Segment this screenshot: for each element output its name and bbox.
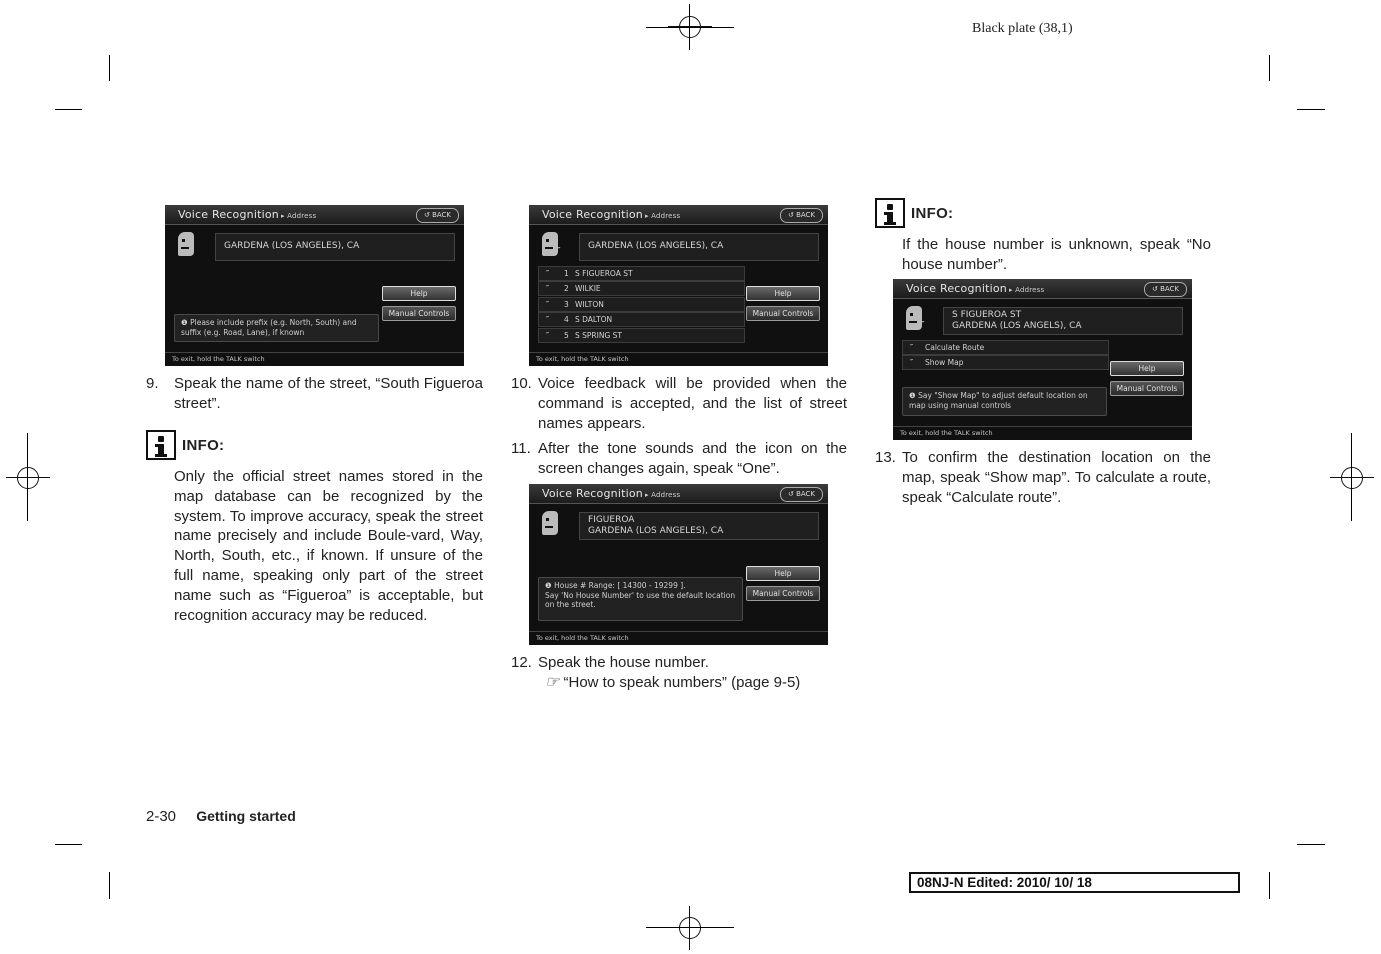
hint-box: ❶ Please include prefix (e.g. North, South) and suffix (e.g. Road, Lane), if known xyxy=(174,314,379,342)
step-13: 13. To confirm the destination location on the map, speak “Show map”. To calculate a route, speak “Calculate route”. xyxy=(875,449,1211,506)
help-button[interactable]: Help xyxy=(746,286,820,301)
voice-icon: ″ xyxy=(910,343,914,351)
voice-head-icon xyxy=(176,232,198,258)
voice-head-icon: ″ xyxy=(540,232,562,258)
step-12-reference: ☞ “How to speak numbers” (page 9-5) xyxy=(545,674,801,691)
screen-footer: To exit, hold the TALK switch xyxy=(536,634,629,642)
screen-title: Voice Recognition ▸ Address xyxy=(542,487,681,500)
screen-house-number xyxy=(529,484,828,645)
list-item[interactable]: ″ 2 WILKIE xyxy=(538,281,745,296)
voice-head-icon: ″ xyxy=(904,306,926,332)
back-button[interactable]: ↺ BACK xyxy=(780,487,823,502)
crop-mark xyxy=(1269,55,1270,81)
info-paragraph: Only the official street names stored in the map database can be recognized by the system. To improve accuracy, speak the street name precisely and include Boule-vard, Way, North, South, etc., if known. If unsure of the full name, speaking only part of the street name such as “Figueroa” is acceptable, but recognition accuracy may be reduced. xyxy=(174,468,483,624)
back-arrow-icon: ↺ xyxy=(423,211,430,219)
voice-icon: ″ xyxy=(546,331,550,339)
manual-controls-button[interactable]: Manual Controls xyxy=(746,586,820,601)
registration-line xyxy=(27,433,28,521)
plate-label: Black plate (38,1) xyxy=(972,21,1073,36)
pointing-hand-icon: ☞ xyxy=(545,674,560,691)
back-button[interactable]: ↺ BACK xyxy=(780,208,823,223)
edited-stamp: 08NJ-N Edited: 2010/ 10/ 18 xyxy=(909,872,1240,893)
crop-mark xyxy=(1297,844,1325,845)
info-icon: ❶ xyxy=(545,581,555,590)
voice-icon: ″ xyxy=(546,315,550,323)
info-icon: ❶ xyxy=(181,318,191,327)
manual-controls-button[interactable]: Manual Controls xyxy=(382,306,456,321)
screen-title: Voice Recognition ▸ Address xyxy=(542,208,681,221)
crop-mark xyxy=(1297,109,1325,110)
registration-mark xyxy=(668,906,712,950)
registration-mark xyxy=(1330,456,1374,500)
voice-icon: ″ xyxy=(546,269,550,277)
screen-footer: To exit, hold the TALK switch xyxy=(900,429,993,437)
crop-mark xyxy=(55,844,82,845)
address-box: GARDENA (LOS ANGELES), CA xyxy=(215,233,455,261)
screen-street-list xyxy=(529,205,828,366)
list-item[interactable]: ″ 4 S DALTON xyxy=(538,312,745,327)
address-box: FIGUEROA GARDENA (LOS ANGELES), CA xyxy=(579,512,819,540)
help-button[interactable]: Help xyxy=(746,566,820,581)
step-12: 12. Speak the house number. xyxy=(511,654,709,671)
back-arrow-icon: ↺ xyxy=(1151,285,1158,293)
screen-show-map xyxy=(893,279,1192,440)
screen-title: Voice Recognition ▸ Address xyxy=(906,282,1045,295)
voice-icon: ″ xyxy=(546,284,550,292)
screen-footer: To exit, hold the TALK switch xyxy=(172,355,265,363)
step-9: 9. Speak the name of the street, “South Figueroa street”. xyxy=(146,375,483,412)
info-icon xyxy=(875,198,905,228)
manual-controls-button[interactable]: Manual Controls xyxy=(1110,381,1184,396)
screen-footer: To exit, hold the TALK switch xyxy=(536,355,629,363)
info-icon: ❶ xyxy=(909,391,919,400)
crop-mark xyxy=(109,872,110,899)
screen-street-prompt xyxy=(165,205,464,366)
list-item[interactable]: ″ 1 S FIGUEROA ST xyxy=(538,266,745,281)
registration-line xyxy=(689,4,690,50)
registration-line xyxy=(646,927,734,928)
screen-titlebar xyxy=(165,205,464,225)
back-arrow-icon: ↺ xyxy=(787,490,794,498)
info-paragraph: If the house number is unknown, speak “No house number”. xyxy=(902,236,1211,273)
step-11: 11. After the tone sounds and the icon on the screen changes again, speak “One”. xyxy=(511,440,847,477)
screen-title: Voice Recognition ▸ Address xyxy=(178,208,317,221)
section-title: Getting started xyxy=(196,808,296,824)
list-item[interactable]: ″ 3 WILTON xyxy=(538,297,745,312)
voice-head-icon xyxy=(540,511,562,537)
crop-mark xyxy=(55,109,82,110)
list-item[interactable]: ″ 5 S SPRING ST xyxy=(538,328,745,343)
info-icon xyxy=(146,430,176,460)
info-heading: INFO: xyxy=(146,430,224,460)
address-box: GARDENA (LOS ANGELES), CA xyxy=(579,233,819,261)
registration-mark xyxy=(6,456,50,500)
page-number: 2-30 xyxy=(146,808,177,825)
hint-box: ❶ House # Range: [ 14300 - 19299 ]. Say 'No House Number' to use the default location on the street. xyxy=(538,577,743,621)
registration-line xyxy=(1351,433,1352,521)
back-arrow-icon: ↺ xyxy=(787,211,794,219)
step-10: 10. Voice feedback will be provided when the command is accepted, and the list of street names appears. xyxy=(511,375,847,432)
hint-box: ❶ Say "Show Map" to adjust default location on map using manual controls xyxy=(902,387,1107,416)
option-show-map[interactable]: ″ Show Map xyxy=(902,355,1109,370)
registration-line xyxy=(646,27,734,28)
manual-controls-button[interactable]: Manual Controls xyxy=(746,306,820,321)
page-footer xyxy=(146,808,296,825)
crop-mark xyxy=(1269,872,1270,899)
voice-icon: ″ xyxy=(910,358,914,366)
help-button[interactable]: Help xyxy=(382,286,456,301)
help-button[interactable]: Help xyxy=(1110,361,1184,376)
address-box: S FIGUEROA ST GARDENA (LOS ANGELS), CA xyxy=(943,307,1183,335)
voice-icon: ″ xyxy=(546,300,550,308)
back-button[interactable]: ↺ BACK xyxy=(1144,282,1187,297)
option-calculate-route[interactable]: ″ Calculate Route xyxy=(902,340,1109,355)
info-heading: INFO: xyxy=(875,198,953,228)
back-button[interactable]: ↺ BACK xyxy=(416,208,459,223)
crop-mark xyxy=(109,55,110,81)
